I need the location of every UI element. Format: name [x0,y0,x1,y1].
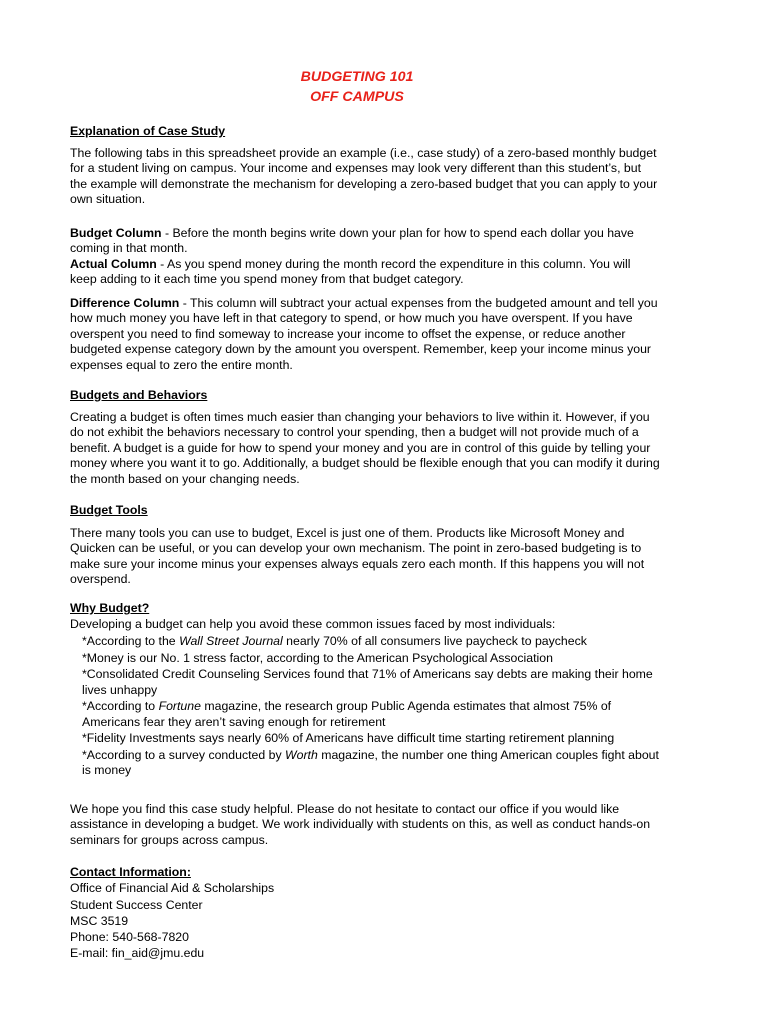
list-item: *Money is our No. 1 stress factor, according to the American Psychological Association [82,650,553,665]
behaviors-paragraph: Creating a budget is often times much easier than changing your behaviors to live within it. However, if you do not exhibit the behaviors necessary to control your spending, then a budget will not provide much of a benefit. A budget is a guide for how to spend your money and you are in control of this guide by telling your money where you want it to go. Additionally, a budget should be flexible enough that you can modify it during the month based on your changing needs. [70,410,660,486]
difference-column-paragraph [70,296,660,373]
contact-msc: MSC 3519 [70,913,129,928]
fortune-title: Fortune [158,699,201,714]
contact-center: Student Success Center [70,897,203,912]
why-budget-intro: Developing a budget can help you avoid these common issues faced by most individuals: [70,617,556,631]
contact-phone: Phone: 540-568-7820 [70,930,189,945]
document-title-line-2: OFF CAMPUS [310,89,404,105]
contact-email: E-mail: fin_aid@jmu.edu [70,946,205,961]
contact-block [70,865,660,963]
contact-office: Office of Financial Aid & Scholarships [70,881,275,896]
contact-heading: Contact Information: [70,865,191,879]
list-item: *Consolidated Credit Counseling Services found that 71% of Americans say debts are making their home lives unhappy [82,667,653,697]
closing-paragraph: We hope you find this case study helpful. Please do not hesitate to contact our office if you would like assistance in developing a budget. We work individually with students on this, as well as conduct hands-on seminars for groups across campus. [70,802,651,847]
explanation-intro-paragraph: The following tabs in this spreadsheet provide an example (i.e., case study) of a zero-based monthly budget for a student living on campus. Your income and expenses may look very different than this student’s, but the example will demonstrate the mechanism for developing a zero-based budget that you can apply to your own situation. [70,146,658,207]
section-heading-behaviors: Budgets and Behaviors [70,388,208,402]
budget-column-paragraph [70,226,654,257]
worth-title: Worth [285,747,318,762]
list-item: *According to a survey conducted by Worth magazine, the number one thing American couples fight about is money [82,747,659,778]
tools-paragraph: There many tools you can use to budget, Excel is just one of them. Products like Microsoft Money and Quicken can be useful, or you can develop your own mechanism. The point in zero-based budgeting is to make sure your income minus your expenses always equals zero each month. If this happens you will not overspend. [70,526,645,587]
section-heading-why-budget: Why Budget? [70,601,150,615]
document-title-line-1: BUDGETING 101 [300,69,414,85]
why-budget-list [82,634,662,780]
wall-street-journal-title: Wall Street Journal [179,634,283,648]
list-item: *According to the Wall Street Journal nearly 70% of all consumers live paycheck to paycheck [82,634,587,648]
list-item: *Fidelity Investments says nearly 60% of Americans have difficult time starting retirement planning [82,731,615,746]
list-item: *According to Fortune magazine, the research group Public Agenda estimates that almost 75% of Americans fear they aren’t saving enough for retirement [82,699,612,729]
budget-column-term: Budget Column [70,226,162,240]
actual-column-description: - As you spend money during the month record the expenditure in this column. You will keep adding to it each time you spend money from that budget category. [70,257,631,287]
difference-column-description: - This column will subtract your actual expenses from the budgeted amount and tell you how much money you have left in that category to spend, or how much you have overspent. If you have overspent you need to find someway to increase your income to offset the expense, or reduce another budgeted expense category down by the amount you overspent. Remember, keep your income minus your expenses equal to zero the entire month. [70,296,658,372]
difference-column-term: Difference Column [70,296,180,310]
section-heading-explanation: Explanation of Case Study [70,124,226,138]
budget-column-description: - Before the month begins write down your plan for how to spend each dollar you have coming in that month. [70,226,634,256]
actual-column-paragraph [70,257,654,288]
actual-column-term: Actual Column [70,257,157,271]
section-heading-tools: Budget Tools [70,503,148,517]
